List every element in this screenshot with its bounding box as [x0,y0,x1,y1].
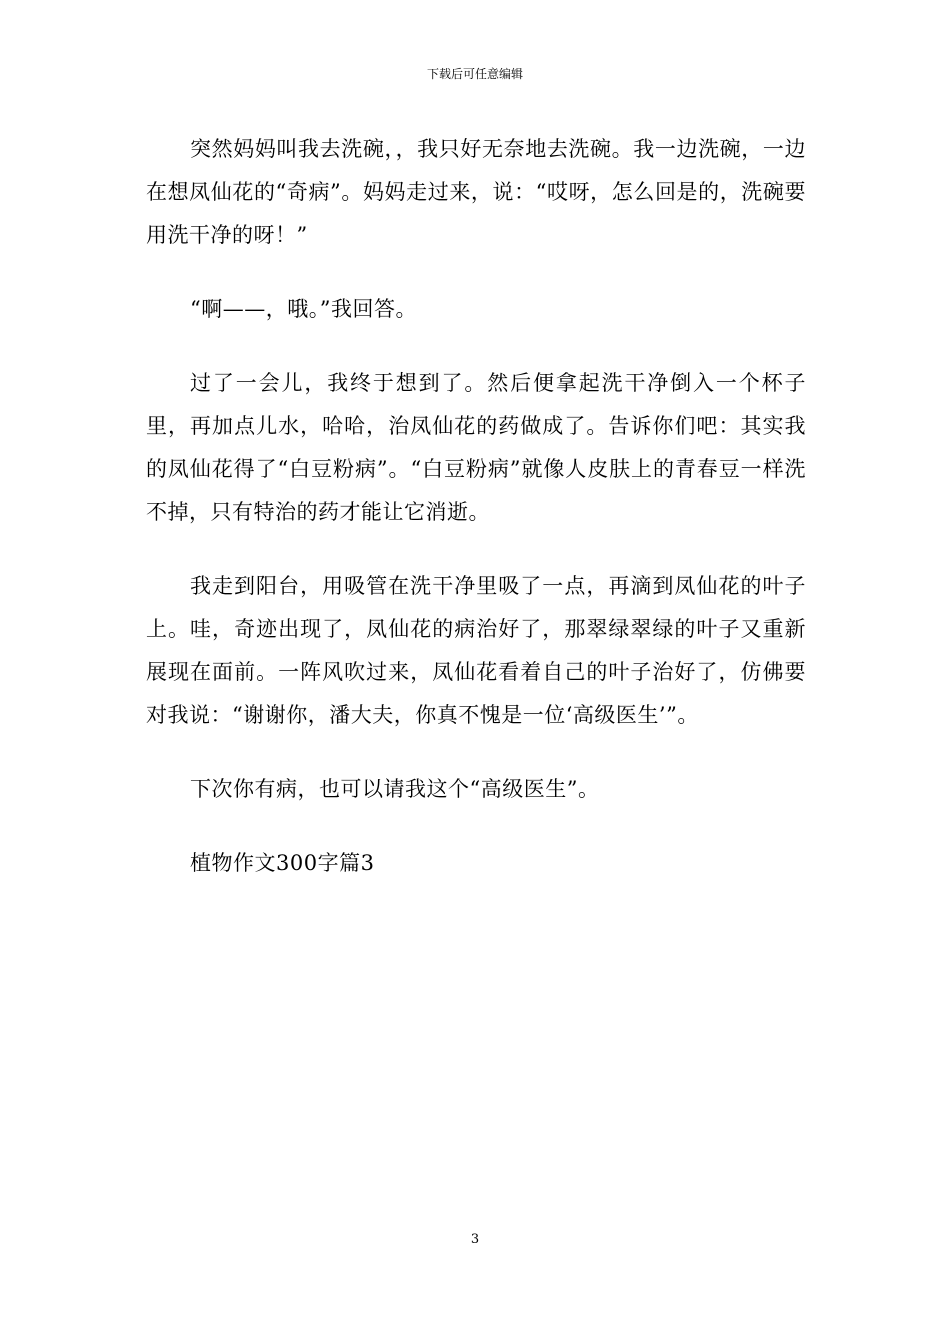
paragraph-5: 下次你有病，也可以请我这个“高级医生”。 [190,777,600,801]
section-heading: 植物作文300字篇3 [190,851,375,875]
paragraph-4: 我走到阳台，用吸管在洗干净里吸了一点，再滴到凤仙花的叶子上。哇，奇迹出现了，凤仙花的病治好了，那翠绿翠绿的叶子又重新展现在面前。一阵风吹过来，凤仙花看着自己的叶子治好了，仿佛要对我说：“谢谢你，潘大夫，你真不愧是一位‘高级医生’”。 [146,574,806,727]
document-body [146,128,806,916]
paragraph-3: 过了一会儿，我终于想到了。然后便拿起洗干净倒入一个杯子里，再加点儿水，哈哈，治凤仙花的药做成了。告诉你们吧：其实我的凤仙花得了“白豆粉病”。“白豆粉病”就像人皮肤上的青春豆一样洗不掉，只有特治的药才能让它消逝。 [146,371,806,524]
paragraph-2: “啊——，哦。”我回答。 [190,297,417,321]
paragraph-1: 突然妈妈叫我去洗碗，，我只好无奈地去洗碗。我一边洗碗，一边在想凤仙花的“奇病”。妈妈走过来，说：“哎呀，怎么回是的，洗碗要用洗干净的呀！” [146,137,806,247]
page-header-note: 下载后可任意编辑 [426,67,523,81]
page-number: 3 [470,1232,480,1247]
